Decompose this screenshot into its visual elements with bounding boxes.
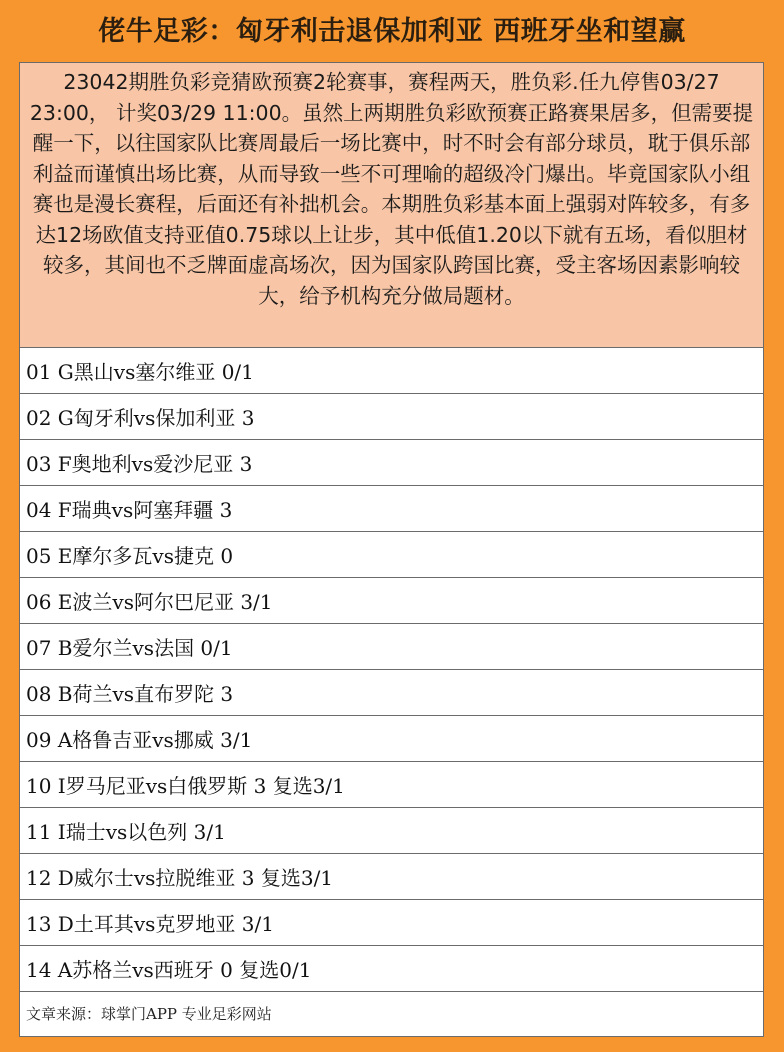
match-row: 04 F瑞典vs阿塞拜疆 3 xyxy=(20,486,763,532)
match-row: 01 G黑山vs塞尔维亚 0/1 xyxy=(20,348,763,394)
source-footer: 文章来源：球掌门APP 专业足彩网站 xyxy=(26,1005,272,1023)
page-title: 佬牛足彩：匈牙利击退保加利亚 西班牙坐和望赢 xyxy=(98,16,686,47)
match-row: 12 D威尔士vs拉脱维亚 3 复选3/1 xyxy=(20,854,763,900)
match-row: 10 I罗马尼亚vs白俄罗斯 3 复选3/1 xyxy=(20,762,763,808)
match-row: 03 F奥地利vs爱沙尼亚 3 xyxy=(20,440,763,486)
match-row: 08 B荷兰vs直布罗陀 3 xyxy=(20,670,763,716)
intro-paragraph: 23042期胜负彩竞猜欧预赛2轮赛事，赛程两天，胜负彩.任九停售03/27 23:00， 计奖03/29 11:00。虽然上两期胜负彩欧预赛正路赛果居多，但需要提醒一下，以往国家队比赛周最后一场比赛中，时不时会有部分球员，耽于俱乐部利益而谨慎出场比赛，从而导致一些不可理喻的超级冷门爆出。毕竟国家队小组赛也是漫长赛程，后面还有补拙机会。本期胜负彩基本面上强弱对阵较多，有多达12场欧值支持亚值0.75球以上让步，其中低值1.20以下就有五场，看似胆材较多，其间也不乏牌面虚高场次，因为国家队跨国比赛，受主客场因素影响较大，给予机构充分做局题材。 xyxy=(20,63,763,348)
match-row: 05 E摩尔多瓦vs捷克 0 xyxy=(20,532,763,578)
match-row: 11 I瑞士vs以色列 3/1 xyxy=(20,808,763,854)
match-row: 06 E波兰vs阿尔巴尼亚 3/1 xyxy=(20,578,763,624)
content-card xyxy=(19,62,764,1037)
match-row: 07 B爱尔兰vs法国 0/1 xyxy=(20,624,763,670)
match-row: 09 A格鲁吉亚vs挪威 3/1 xyxy=(20,716,763,762)
match-row: 14 A苏格兰vs西班牙 0 复选0/1 xyxy=(20,946,763,992)
match-row: 13 D土耳其vs克罗地亚 3/1 xyxy=(20,900,763,946)
match-row: 02 G匈牙利vs保加利亚 3 xyxy=(20,394,763,440)
